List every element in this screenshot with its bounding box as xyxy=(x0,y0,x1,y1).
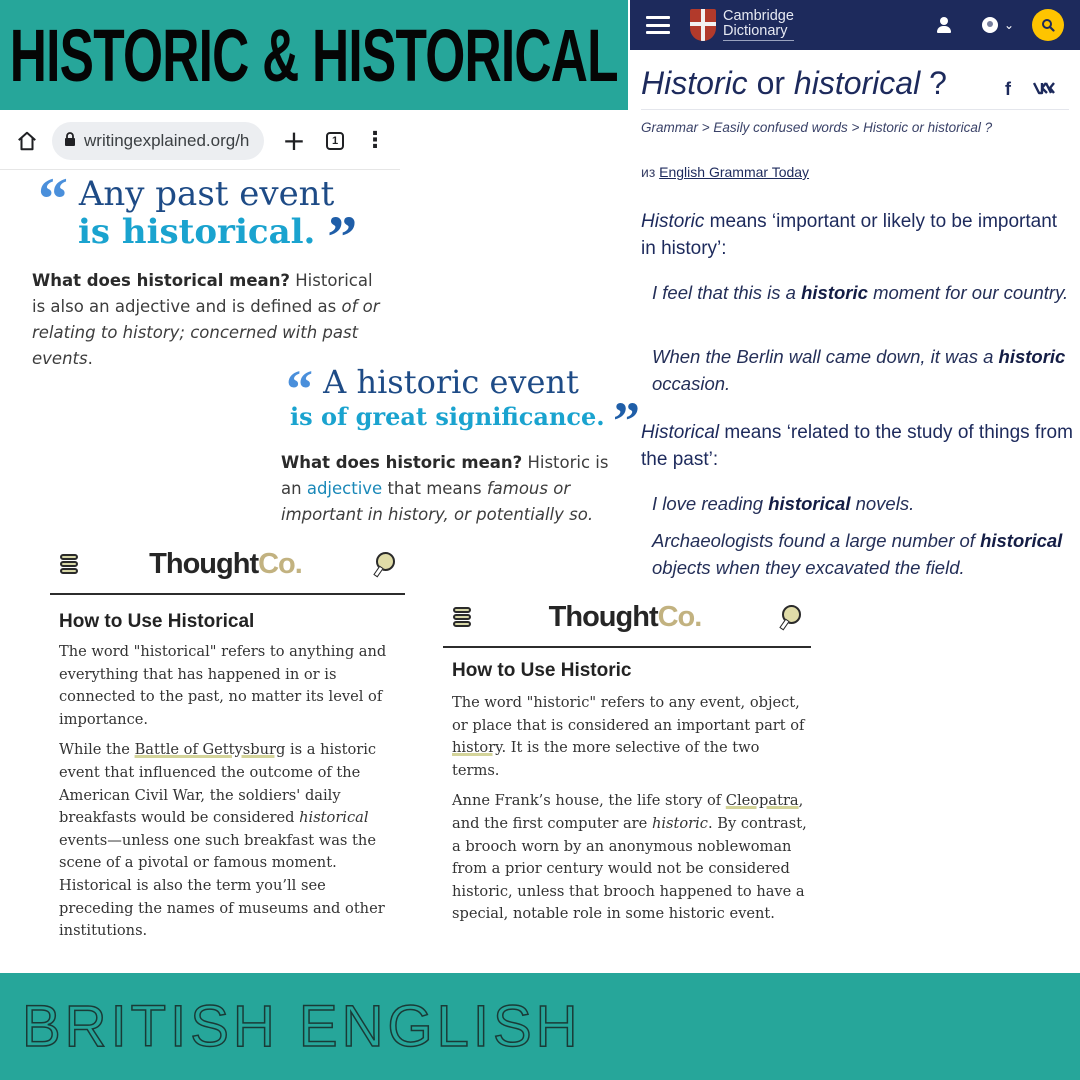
section-heading: How to Use Historic xyxy=(452,660,632,681)
open-quote-icon: “ xyxy=(38,166,68,232)
search-icon[interactable] xyxy=(779,605,801,629)
definition-italic: of or relating to history; concerned with past events xyxy=(32,297,380,368)
article-body-historic xyxy=(452,692,808,934)
example-keyword: historical xyxy=(768,493,851,514)
example-keyword: historic xyxy=(998,346,1066,367)
cleopatra-link[interactable]: Cleopatra xyxy=(725,792,799,810)
url-text: writingexplained.org/h xyxy=(84,130,250,150)
home-icon[interactable] xyxy=(16,130,38,152)
menu-icon[interactable] xyxy=(453,607,471,627)
adjective-link[interactable]: adjective xyxy=(306,479,383,498)
history-link[interactable]: history xyxy=(452,739,502,757)
title-question: ? xyxy=(920,65,947,101)
historic-definition xyxy=(281,450,611,528)
breadcrumb[interactable]: Grammar > Easily confused words > Historic or historical ? xyxy=(641,120,993,135)
globe-icon[interactable] xyxy=(982,17,998,33)
cambridge-header xyxy=(630,0,1080,50)
example-keyword: historical xyxy=(980,530,1063,551)
example-text: I feel that this is a xyxy=(652,282,802,303)
example-sentence xyxy=(641,343,1077,397)
example-sentence xyxy=(641,490,1077,517)
search-button[interactable] xyxy=(1032,9,1064,41)
example-text: When the Berlin wall came down, it was a xyxy=(652,346,999,367)
close-quote-icon: ” xyxy=(327,204,358,270)
search-icon[interactable] xyxy=(373,552,395,576)
thoughtco-header-right xyxy=(443,588,811,648)
paragraph: Anne Frank’s house, the life story of Cleopatra, and the first computer are historic. By contrast, a brooch worn by an anonymous noblewoman from a prior century would not be considered historic, unless that brooch happened to have a special, notable role in some historic event. xyxy=(452,792,807,923)
entry-title xyxy=(641,58,1069,110)
title-word-historic: Historic xyxy=(641,65,748,101)
quote-line-1: A historic event xyxy=(323,363,579,401)
footer-banner xyxy=(0,973,1080,1080)
historic-meaning xyxy=(641,208,1077,262)
paragraph: The word "historical" refers to anything and everything that has happened in or is connected to the past, no matter its level of importance. xyxy=(59,643,387,728)
title-banner xyxy=(0,0,628,110)
paragraph: While the Battle of Gettysburg is a historic event that influenced the outcome of the American Civil War, the soldiers' daily breakfasts would be considered historical events—unless one such breakfast was the scene of a pivotal or famous moment. Historical is also the term you’ll see preceding the names of museums and other institutions. xyxy=(59,741,385,940)
quote-line-2: is of great significance. xyxy=(290,402,605,431)
quote-line-1: Any past event xyxy=(78,174,335,214)
open-quote-icon: “ xyxy=(286,359,313,419)
more-menu-button[interactable]: ⋮ xyxy=(364,127,386,153)
gettysburg-link[interactable]: Battle of Gettysburg xyxy=(134,741,286,759)
browser-toolbar xyxy=(0,112,400,170)
cambridge-logo[interactable] xyxy=(690,9,794,41)
definition-question: What does historical mean? xyxy=(32,271,291,290)
example-text: occasion. xyxy=(652,373,731,394)
source-link[interactable]: English Grammar Today xyxy=(659,164,810,180)
thoughtco-header-left xyxy=(50,535,405,595)
logo-line-1: Cambridge xyxy=(723,8,794,24)
meaning-text: means ‘related to the study of things from the past’: xyxy=(641,422,1073,470)
example-text: Archaeologists found a large number of xyxy=(652,530,981,551)
definition-end: . xyxy=(87,349,93,368)
example-keyword: historic xyxy=(801,282,868,303)
article-body-historical xyxy=(59,641,399,951)
logo-line-2: Dictionary xyxy=(723,23,788,39)
definition-text-2: that means xyxy=(382,479,487,498)
menu-icon[interactable] xyxy=(60,554,78,574)
thoughtco-logo[interactable]: ThoughtCo. xyxy=(149,547,302,580)
meaning-text: means ‘important or likely to be important in history’: xyxy=(641,211,1058,259)
paragraph: The word "historic" refers to any event, object, or place that is considered an important part of history. It is the more selective of the two terms. xyxy=(452,694,805,779)
address-bar[interactable] xyxy=(52,122,264,160)
title-word-historical: historical xyxy=(793,65,921,101)
example-sentence xyxy=(641,527,1077,581)
facebook-share-icon[interactable]: f xyxy=(1005,79,1011,99)
quote-historical xyxy=(38,166,378,270)
close-quote-icon: ” xyxy=(613,391,640,451)
lock-icon xyxy=(64,131,76,151)
source-line xyxy=(641,164,809,180)
quote-line-2: is historical. xyxy=(78,212,316,252)
cambridge-shield-icon xyxy=(690,9,716,41)
thoughtco-logo[interactable]: ThoughtCo. xyxy=(548,600,702,633)
example-text: moment for our country. xyxy=(867,282,1069,303)
term: Historical xyxy=(641,422,720,443)
new-tab-button[interactable]: + xyxy=(282,123,306,157)
example-text: objects when they excavated the field. xyxy=(652,557,965,578)
definition-italic: famous or important in history, or potentially so. xyxy=(281,479,594,524)
definition-text: Historical is also an adjective and is defined as xyxy=(32,271,373,316)
user-icon[interactable] xyxy=(936,17,952,33)
hamburger-menu-icon[interactable] xyxy=(646,16,670,34)
example-text: novels. xyxy=(850,493,915,514)
chevron-down-icon[interactable]: ⌄ xyxy=(1003,18,1014,32)
definition-question: What does historic mean? xyxy=(281,453,523,472)
source-prefix: из xyxy=(641,164,660,180)
historical-definition xyxy=(32,268,382,372)
section-heading: How to Use Historical xyxy=(59,611,255,632)
search-icon xyxy=(1041,18,1055,32)
historical-meaning xyxy=(641,419,1077,473)
vk-share-icon[interactable] xyxy=(1033,79,1055,100)
example-text: I love reading xyxy=(652,493,769,514)
title-or: or xyxy=(747,65,794,101)
page-title: HISTORIC & HISTORICAL xyxy=(9,13,619,97)
definition-text: Historic is an xyxy=(281,453,609,498)
quote-historic xyxy=(286,359,640,451)
footer-label: BRITISH ENGLISH xyxy=(22,994,582,1059)
example-sentence xyxy=(641,279,1077,306)
term: Historic xyxy=(641,211,705,232)
tab-switcher-button[interactable]: 1 xyxy=(326,132,344,150)
